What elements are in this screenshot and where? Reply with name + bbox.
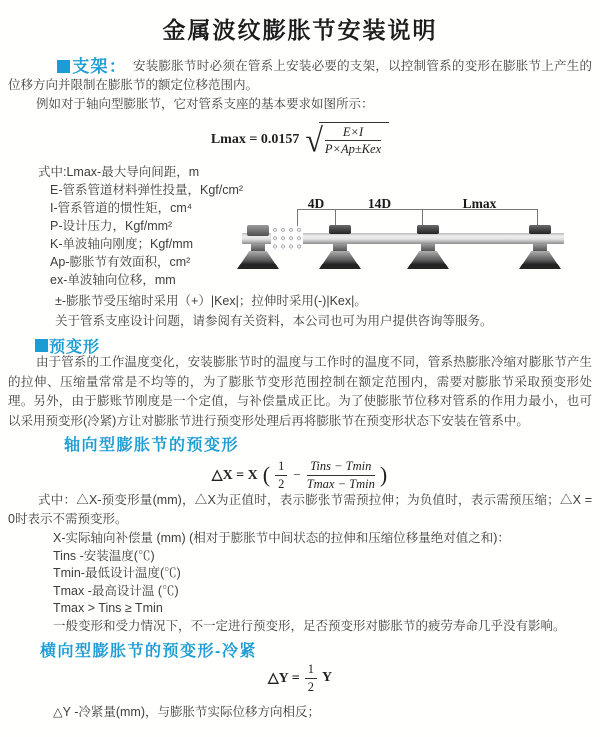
pipe-support: [406, 225, 450, 271]
definition-item: ex-单波轴向位移，mm: [50, 273, 176, 287]
dim-label-lmax: Lmax: [462, 196, 497, 211]
pipe-support: [318, 225, 362, 271]
fraction-denominator: P×Ap±Kex: [324, 142, 382, 157]
sqrt-sign-icon: √: [305, 121, 323, 159]
lateral-predeform-formula: [0, 660, 600, 696]
support-spacing-diagram: [0, 196, 600, 291]
fraction-numerator: 1: [305, 662, 317, 678]
support-intro-paragraph: [8, 57, 592, 95]
support-section-heading: [57, 57, 127, 76]
support-intro-text: 安装膨胀节时必须在管系上安装必要的支架，以控制管系的变形在膨胀节上产生的位移方向并限制在膨胀节的额定位移范围内。: [8, 59, 592, 92]
support-base: [240, 251, 276, 265]
axial-subheading: 轴向型膨胀节的预变形: [64, 437, 240, 454]
definition-item: Tmin-最低设计温度(℃): [53, 566, 181, 581]
definition-item: Tmax > Tins ≥ Tmin: [53, 601, 163, 616]
fraction-denominator: 2: [278, 476, 285, 491]
lateral-subheading: 横向型膨胀节的预变形-冷紧: [40, 643, 257, 660]
support-base: [410, 251, 446, 265]
support-clamp: [417, 225, 439, 234]
support-foot: [319, 264, 361, 269]
formula-lhs: △Y =: [267, 670, 300, 686]
service-note: 关于管系支座设计问题，请参阅有关资料，本公司也可为用户提供咨询等服务。: [55, 314, 493, 328]
support-heading-label: 支架：: [72, 57, 128, 76]
fraction-numerator: E×I: [325, 125, 381, 141]
fraction-numerator: 1: [275, 459, 287, 475]
lmax-formula: [0, 118, 600, 162]
fraction-half: [305, 662, 317, 694]
dim-label-4d: 4D: [307, 196, 325, 211]
pipe-support: [236, 225, 280, 271]
radicand: [319, 122, 389, 158]
dim-label-14d: 14D: [367, 196, 392, 211]
fraction-numerator: Tins − Tmin: [307, 459, 375, 475]
support-neck: [421, 244, 435, 252]
minus-sign: −: [293, 467, 301, 482]
support-neck: [533, 244, 547, 252]
fraction-denominator: 2: [307, 679, 314, 694]
support-clamp: [247, 225, 269, 236]
definition-item: I-管系管道的惯性矩，cm⁴: [50, 201, 193, 215]
formula-lhs: △X = X: [211, 467, 258, 483]
sqrt-expression: [305, 122, 389, 158]
predeform-paragraph: 由于管系的工作温度变化，安装膨胀节时的温度与工作时的温度不同，管系热膨胀冷缩对膨胀节产生的拉伸、压缩量常常是不均等的，为了膨胀节变形范围控制在额定范围内，需要对膨胀节采取预变形处理。另外，由于膨账节刚度是一个定值，与补偿量成正比。为了使膨胀节位移对管系的作用力最小，也可以采用预变形(冷紧)方让对膨胀节进行预变形处理后再将膨胀节在预变形状态下安装在管系中。: [8, 355, 592, 428]
lateral-note: △Y -冷紧量(mm)，与膨胀节实际位移方向相反；: [53, 705, 321, 719]
fraction: [325, 125, 381, 157]
definition-item: Tins -安装温度(℃): [53, 548, 155, 563]
close-paren: ): [379, 462, 388, 487]
axial-definitions-list: [53, 530, 592, 636]
definition-item: P-设计压力，Kgf/mm²: [50, 219, 173, 233]
support-clamp: [329, 225, 351, 234]
support-example-line: 例如对于轴向型膨胀节，它对管系支座的基本要求如图所示：: [36, 97, 374, 111]
formula-rhs: Y: [321, 670, 333, 685]
dimension-tick: [537, 209, 538, 226]
axial-predeform-formula: [0, 456, 600, 494]
definition-item: Tmax -最高设计温 (℃): [53, 583, 179, 598]
support-base: [322, 251, 358, 265]
fraction-half: [275, 459, 287, 491]
fraction-denominator: Tmax − Tmin: [306, 476, 375, 491]
definition-item: E-管系管道材料弹性投量，Kgf/cm²: [50, 183, 244, 197]
support-base: [522, 251, 558, 265]
note-line: 一般变形和受力情况下，不一定进行预变形，足否预变形对膨胀节的疲劳寿命几乎没有影响。: [53, 618, 566, 633]
support-foot: [519, 264, 561, 269]
support-foot: [407, 264, 449, 269]
support-clamp: [529, 225, 551, 234]
support-neck: [333, 244, 347, 252]
support-foot: [237, 264, 279, 269]
definition-item: K-单波轴向刚度；Kgf/mm: [50, 237, 194, 251]
page-title: 金属波纹膨胀节安装说明: [162, 17, 438, 43]
definition-item: X-实际轴向补偿量 (mm) (相对于膨胀节中间状态的拉伸和压缩位移量绝对值之和)：: [53, 531, 510, 545]
definition-item: 式中:Lmax-最大导向间距，m: [38, 165, 200, 179]
axial-explain-paragraph: 式中：△X-预变形量(mm)，△X为正值时，表示膨张节需预拉伸；为负值时，表示需预压缩；△X = 0时表示不需预变形。: [8, 493, 592, 526]
section-bullet-icon: [35, 339, 48, 352]
temperature-fraction: [307, 459, 375, 491]
definition-item: Ap-膨胀节有效面积，cm²: [50, 255, 191, 269]
support-neck: [251, 244, 265, 252]
formula-lhs: Lmax = 0.0157: [210, 132, 300, 147]
predeform-heading-label: 预变形: [49, 339, 101, 356]
pipe-support: [518, 225, 562, 271]
open-paren: (: [262, 462, 271, 487]
dimension-tick: [422, 209, 423, 226]
definition-item-plusminus: ±-膨胀节受压缩时采用（+）|Kex|；拉伸时采用(-)|Kex|。: [55, 294, 367, 308]
section-bullet-icon: [57, 60, 70, 73]
